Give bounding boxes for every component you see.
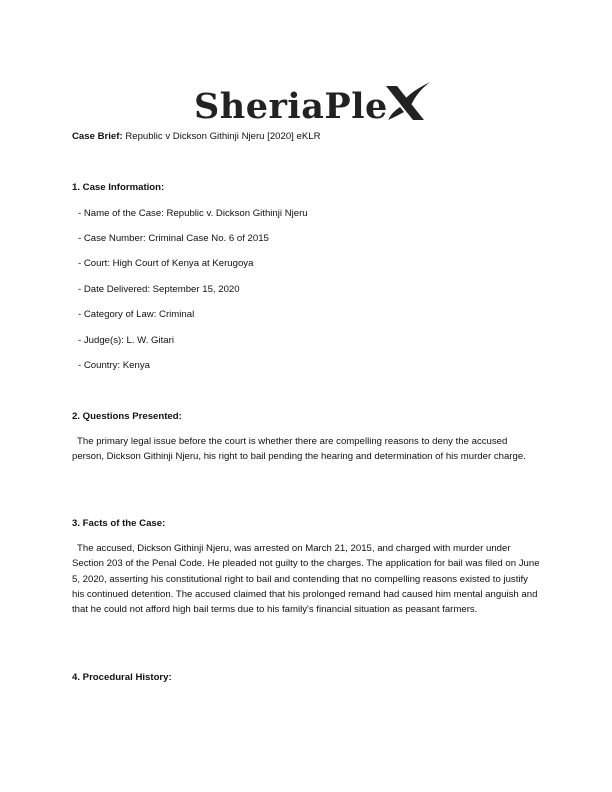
case-info-item: - Date Delivered: September 15, 2020 xyxy=(78,284,240,295)
case-info-item: - Name of the Case: Republic v. Dickson Githinji Njeru xyxy=(78,208,308,219)
logo-wordmark: SheriaPle xyxy=(194,86,388,127)
section-heading-questions-presented: 2. Questions Presented: xyxy=(72,411,182,422)
sheriaplex-logo xyxy=(194,78,432,127)
case-brief-title: Republic v Dickson Githinji Njeru [2020] eKLR xyxy=(125,131,321,142)
section-heading-facts: 3. Facts of the Case: xyxy=(72,518,166,529)
section-heading-case-information: 1. Case Information: xyxy=(72,182,165,193)
case-info-item: - Court: High Court of Kenya at Kerugoya xyxy=(78,258,254,269)
case-info-item: - Country: Kenya xyxy=(78,360,150,371)
case-brief-label: Case Brief: xyxy=(72,131,123,142)
logo-x-mark-icon xyxy=(384,80,432,124)
case-info-item: - Category of Law: Criminal xyxy=(78,309,195,320)
section-heading-procedural-history: 4. Procedural History: xyxy=(72,672,172,683)
case-brief-line xyxy=(72,129,321,144)
case-info-item: - Case Number: Criminal Case No. 6 of 2015 xyxy=(78,233,269,244)
facts-paragraph: The accused, Dickson Githinji Njeru, was arrested on March 21, 2015, and charged with murder under Section 203 of the Penal Code. He pleaded not guilty to the charges. The application for bail was filed on June 5, 2020, asserting his constitutional right to bail and contending that no compelling reasons existed to justify his continued detention. The accused claimed that his prolonged remand had caused him mental anguish and that he could not afford high bail terms due to his family's financial situation as peasant farmers. xyxy=(72,543,540,616)
questions-presented-paragraph: The primary legal issue before the court is whether there are compelling reasons to deny the accused person, Dickson Githinji Njeru, his right to bail pending the hearing and determination of his murder charge. xyxy=(72,436,526,463)
case-info-item: - Judge(s): L. W. Gitari xyxy=(78,335,174,346)
